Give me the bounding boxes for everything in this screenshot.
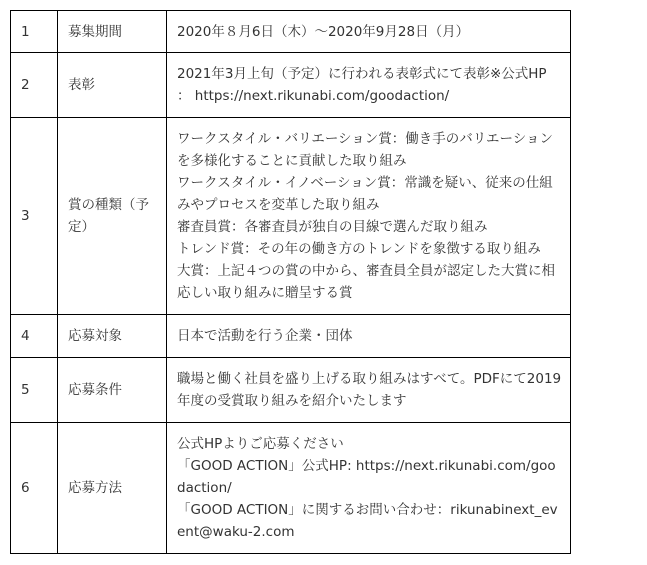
row-value (167, 315, 571, 358)
row-number: 5 (11, 358, 58, 423)
value-line: ワークスタイル・イノベーション賞：常識を疑い、従来の仕組みやプロセスを変革した取り組み (177, 175, 553, 213)
row-label: 表彰 (58, 53, 167, 118)
row-number: 6 (11, 423, 58, 554)
table-row (11, 423, 571, 554)
info-table (10, 10, 571, 554)
row-label: 応募条件 (58, 358, 167, 423)
row-number: 1 (11, 11, 58, 53)
value-line: 審査員賞：各審査員が独自の目線で選んだ取り組み (177, 219, 488, 235)
row-number: 4 (11, 315, 58, 358)
value-line: 「GOOD ACTION」公式HP: https://next.rikunabi.com/goodaction/ (177, 458, 556, 496)
row-number: 3 (11, 118, 58, 315)
table-row (11, 315, 571, 358)
value-line: 2020年８月6日（木）〜2020年9月28日（月） (177, 23, 470, 40)
row-label: 賞の種類（予定） (58, 118, 167, 315)
row-label: 募集期間 (58, 11, 167, 53)
value-line: 職場と働く社員を盛り上げる取り組みはすべて。PDFにて2019年度の受賞取り組みを紹介いたします (177, 371, 562, 409)
info-table-container (10, 10, 571, 554)
table-row (11, 358, 571, 423)
value-line: トレンド賞：その年の働き方のトレンドを象徴する取り組み (177, 241, 541, 257)
row-label: 応募対象 (58, 315, 167, 358)
row-value (167, 11, 571, 53)
value-line: 大賞：上記４つの賞の中から、審査員全員が認定した大賞に相応しい取り組みに贈呈する賞 (177, 263, 555, 301)
value-line: 公式HPよりご応募ください (177, 436, 344, 452)
value-line: 日本で活動を行う企業・団体 (177, 328, 353, 344)
table-row (11, 118, 571, 315)
row-number: 2 (11, 53, 58, 118)
row-value (167, 53, 571, 118)
value-line: 「GOOD ACTION」に関するお問い合わせ：rikunabinext_event@waku-2.com (177, 502, 558, 540)
table-row (11, 53, 571, 118)
row-value (167, 358, 571, 423)
table-row (11, 11, 571, 53)
row-value (167, 423, 571, 554)
row-label: 応募方法 (58, 423, 167, 554)
value-line: 2021年3月上旬（予定）に行われる表彰式にて表彰※公式HP ： https://next.rikunabi.com/goodaction/ (177, 66, 547, 104)
row-value (167, 118, 571, 315)
value-line: ワークスタイル・バリエーション賞：働き手のバリエーションを多様化することに貢献した取り組み (177, 131, 553, 169)
